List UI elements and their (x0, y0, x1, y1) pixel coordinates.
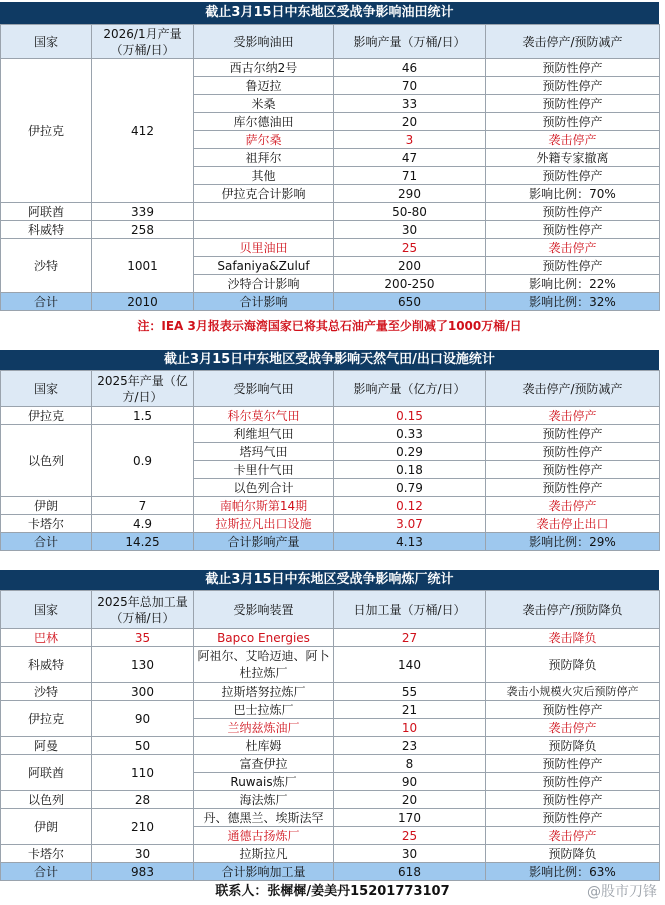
total-impact-label: 合计影响 (194, 293, 334, 311)
col-status: 袭击停产/预防降负 (486, 591, 660, 629)
unit-cell: 兰纳兹炼油厂 (194, 719, 334, 737)
col-status: 袭击停产/预防减产 (486, 25, 660, 59)
contact-line: 联系人：张樨樨/姜美丹15201773107 (215, 884, 450, 899)
unit-cell: 通德古扬炼厂 (194, 827, 334, 845)
unit-cell: Ruwais炼厂 (194, 773, 334, 791)
impact-cell: 20 (334, 113, 486, 131)
daily-cell: 21 (334, 701, 486, 719)
refinery-table (0, 590, 660, 881)
production-cell: 0.9 (92, 425, 194, 497)
daily-cell: 170 (334, 809, 486, 827)
field-cell: 塔玛气田 (194, 443, 334, 461)
status-cell: 预防性停产 (486, 113, 660, 131)
field-cell: 卡里什气田 (194, 461, 334, 479)
production-cell: 110 (92, 755, 194, 791)
country-cell: 阿联酋 (1, 203, 92, 221)
col-throughput: 2025年总加工量（万桶/日） (92, 591, 194, 629)
production-cell: 28 (92, 791, 194, 809)
impact-cell: 0.29 (334, 443, 486, 461)
col-field: 受影响气田 (194, 371, 334, 407)
col-impact: 影响产量（万桶/日） (334, 25, 486, 59)
impact-cell: 46 (334, 59, 486, 77)
daily-cell: 8 (334, 755, 486, 773)
field-cell: 鲁迈拉 (194, 77, 334, 95)
total-production: 14.25 (92, 533, 194, 551)
status-cell: 袭击停产 (486, 497, 660, 515)
status-cell: 预防性停产 (486, 425, 660, 443)
field-cell (194, 221, 334, 239)
field-cell (194, 203, 334, 221)
unit-cell: 拉斯塔努拉炼厂 (194, 683, 334, 701)
country-cell: 以色列 (1, 425, 92, 497)
daily-cell: 27 (334, 629, 486, 647)
subtotal-impact: 200-250 (334, 275, 486, 293)
status-cell: 预防性停产 (486, 77, 660, 95)
gas-table (0, 370, 660, 551)
impact-cell: 3.07 (334, 515, 486, 533)
field-cell: 萨尔桑 (194, 131, 334, 149)
impact-cell: 25 (334, 239, 486, 257)
status-cell: 预防降负 (486, 845, 660, 863)
col-daily: 日加工量（万桶/日） (334, 591, 486, 629)
total-label: 合计 (1, 293, 92, 311)
total-label: 合计 (1, 863, 92, 881)
status-cell: 预防性停产 (486, 443, 660, 461)
subtotal-ratio: 影响比例：70% (486, 185, 660, 203)
status-cell: 预防降负 (486, 647, 660, 683)
status-cell: 预防性停产 (486, 221, 660, 239)
production-cell: 258 (92, 221, 194, 239)
unit-cell: 海法炼厂 (194, 791, 334, 809)
impact-cell: 0.18 (334, 461, 486, 479)
production-cell: 339 (92, 203, 194, 221)
subtotal-label: 以色列合计 (194, 479, 334, 497)
watermark: @股市刀锋 (587, 884, 657, 900)
unit-cell: 拉斯拉凡 (194, 845, 334, 863)
total-ratio: 影响比例：63% (486, 863, 660, 881)
col-country: 国家 (1, 371, 92, 407)
country-cell: 伊朗 (1, 497, 92, 515)
country-cell: 伊朗 (1, 809, 92, 845)
total-production: 983 (92, 863, 194, 881)
unit-cell: 阿祖尔、艾哈迈迪、阿卜杜拉炼厂 (194, 647, 334, 683)
status-cell: 预防性停产 (486, 755, 660, 773)
col-country: 国家 (1, 591, 92, 629)
country-cell: 伊拉克 (1, 407, 92, 425)
field-cell: 其他 (194, 167, 334, 185)
status-cell: 预防降负 (486, 737, 660, 755)
field-cell: 祖拜尔 (194, 149, 334, 167)
total-ratio: 影响比例：32% (486, 293, 660, 311)
impact-cell: 71 (334, 167, 486, 185)
status-cell: 袭击停产 (486, 719, 660, 737)
unit-cell: 杜库姆 (194, 737, 334, 755)
daily-cell: 23 (334, 737, 486, 755)
col-production: 2025年产量（亿方/日） (92, 371, 194, 407)
production-cell: 1.5 (92, 407, 194, 425)
subtotal-label: 伊拉克合计影响 (194, 185, 334, 203)
country-cell: 伊拉克 (1, 701, 92, 737)
total-production: 2010 (92, 293, 194, 311)
total-impact-label: 合计影响产量 (194, 533, 334, 551)
impact-cell: 30 (334, 221, 486, 239)
daily-cell: 90 (334, 773, 486, 791)
status-cell: 袭击停产 (486, 407, 660, 425)
status-cell: 预防性停产 (486, 257, 660, 275)
production-cell: 210 (92, 809, 194, 845)
total-impact: 650 (334, 293, 486, 311)
total-label: 合计 (1, 533, 92, 551)
unit-cell: 巴士拉炼厂 (194, 701, 334, 719)
field-cell: 利维坦气田 (194, 425, 334, 443)
production-cell: 1001 (92, 239, 194, 293)
col-status: 袭击停产/预防减产 (486, 371, 660, 407)
country-cell: 伊拉克 (1, 59, 92, 203)
field-cell: 西古尔纳2号 (194, 59, 334, 77)
status-cell: 预防性停产 (486, 773, 660, 791)
status-cell: 预防性停产 (486, 701, 660, 719)
production-cell: 35 (92, 629, 194, 647)
impact-cell: 0.12 (334, 497, 486, 515)
status-cell: 预防性停产 (486, 791, 660, 809)
daily-cell: 20 (334, 791, 486, 809)
status-cell: 预防性停产 (486, 461, 660, 479)
production-cell: 7 (92, 497, 194, 515)
status-cell: 预防性停产 (486, 167, 660, 185)
daily-cell: 55 (334, 683, 486, 701)
country-cell: 科威特 (1, 647, 92, 683)
col-field: 受影响油田 (194, 25, 334, 59)
subtotal-label: 沙特合计影响 (194, 275, 334, 293)
field-cell: 米桑 (194, 95, 334, 113)
field-cell: Safaniya&Zuluf (194, 257, 334, 275)
impact-cell: 3 (334, 131, 486, 149)
status-cell: 袭击停产 (486, 131, 660, 149)
col-country: 国家 (1, 25, 92, 59)
impact-cell: 50-80 (334, 203, 486, 221)
daily-cell: 10 (334, 719, 486, 737)
production-cell: 130 (92, 647, 194, 683)
country-cell: 以色列 (1, 791, 92, 809)
status-cell: 预防性停产 (486, 809, 660, 827)
subtotal-ratio: 影响比例：22% (486, 275, 660, 293)
total-impact-label: 合计影响加工量 (194, 863, 334, 881)
unit-cell: 丹、德黑兰、埃斯法罕 (194, 809, 334, 827)
country-cell: 阿曼 (1, 737, 92, 755)
status-cell: 预防性停产 (486, 59, 660, 77)
impact-cell: 47 (334, 149, 486, 167)
status-cell: 预防性停产 (486, 95, 660, 113)
status-cell: 袭击停产 (486, 827, 660, 845)
production-cell: 4.9 (92, 515, 194, 533)
field-cell: 拉斯拉凡出口设施 (194, 515, 334, 533)
daily-cell: 30 (334, 845, 486, 863)
field-cell: 库尔德油田 (194, 113, 334, 131)
impact-cell: 0.15 (334, 407, 486, 425)
country-cell: 阿联酋 (1, 755, 92, 791)
field-cell: 贝里油田 (194, 239, 334, 257)
col-impact: 影响产量（亿方/日） (334, 371, 486, 407)
col-unit: 受影响装置 (194, 591, 334, 629)
daily-cell: 25 (334, 827, 486, 845)
country-cell: 沙特 (1, 683, 92, 701)
status-cell: 预防性停产 (486, 479, 660, 497)
country-cell: 巴林 (1, 629, 92, 647)
total-impact: 4.13 (334, 533, 486, 551)
oil-table-title: 截止3月15日中东地区受战争影响油田统计 (0, 2, 659, 24)
impact-cell: 0.33 (334, 425, 486, 443)
production-cell: 300 (92, 683, 194, 701)
subtotal-impact: 0.79 (334, 479, 486, 497)
production-cell: 50 (92, 737, 194, 755)
production-cell: 90 (92, 701, 194, 737)
status-cell: 袭击停止出口 (486, 515, 660, 533)
country-cell: 科威特 (1, 221, 92, 239)
status-cell: 袭击降负 (486, 629, 660, 647)
unit-cell: Bapco Energies (194, 629, 334, 647)
status-cell: 外籍专家撤离 (486, 149, 660, 167)
status-cell: 袭击小规模火灾后预防停产 (486, 683, 660, 701)
production-cell: 30 (92, 845, 194, 863)
refinery-table-title: 截止3月15日中东地区受战争影响炼厂统计 (0, 570, 659, 590)
impact-cell: 70 (334, 77, 486, 95)
subtotal-impact: 290 (334, 185, 486, 203)
country-cell: 卡塔尔 (1, 515, 92, 533)
unit-cell: 富查伊拉 (194, 755, 334, 773)
oil-table (0, 24, 660, 311)
total-ratio: 影响比例：29% (486, 533, 660, 551)
oil-note: 注：IEA 3月报表示海湾国家已将其总石油产量至少削减了1000万桶/日 (137, 319, 522, 333)
country-cell: 沙特 (1, 239, 92, 293)
status-cell: 袭击停产 (486, 239, 660, 257)
gas-table-title: 截止3月15日中东地区受战争影响天然气田/出口设施统计 (0, 350, 659, 370)
country-cell: 卡塔尔 (1, 845, 92, 863)
col-production: 2026/1月产量（万桶/日） (92, 25, 194, 59)
field-cell: 南帕尔斯第14期 (194, 497, 334, 515)
field-cell: 科尔莫尔气田 (194, 407, 334, 425)
production-cell: 412 (92, 59, 194, 203)
impact-cell: 33 (334, 95, 486, 113)
total-impact: 618 (334, 863, 486, 881)
status-cell: 预防性停产 (486, 203, 660, 221)
impact-cell: 200 (334, 257, 486, 275)
daily-cell: 140 (334, 647, 486, 683)
